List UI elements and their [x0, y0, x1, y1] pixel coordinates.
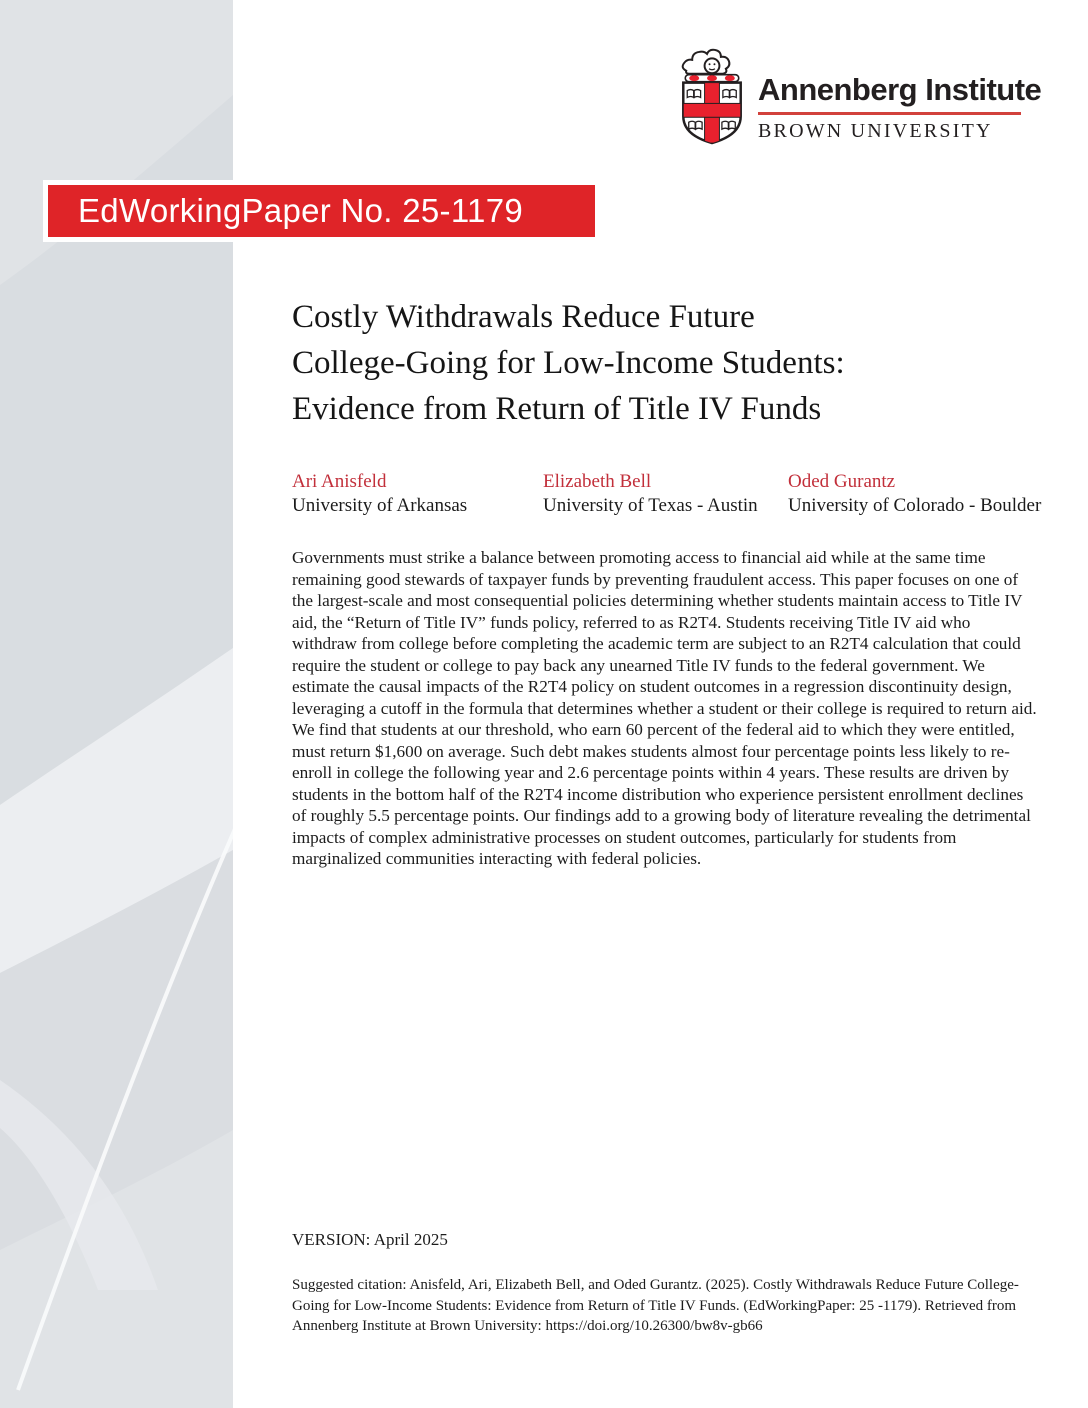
author-block — [292, 470, 467, 518]
author-affiliation: University of Colorado - Boulder — [788, 495, 1042, 516]
citation-prefix: Suggested citation: Anisfeld, Ari, Elizabeth Bell, and Oded Gurantz. (2025). Costly Withdrawals Reduce Future College-Going for Low-Income Students: Evidence from Return of Title IV Funds. (EdWorkingPaper: 25 -1179). Retrieved from Annenberg Institute at Brown University: — [292, 1277, 1019, 1334]
working-paper-banner — [43, 180, 600, 242]
author-name: Ari Anisfeld — [292, 471, 387, 492]
author-affiliation: University of Texas - Austin — [543, 495, 758, 516]
doi-link[interactable]: https://doi.org/10.26300/bw8v-gb66 — [545, 1318, 763, 1334]
citation-text — [292, 1275, 1022, 1337]
annenberg-logo — [676, 44, 1041, 145]
author-name: Oded Gurantz — [788, 471, 896, 492]
brand-rule — [758, 112, 1021, 115]
author-block — [788, 470, 1041, 518]
banner-label: EdWorkingPaper No. 25-1179 — [78, 192, 524, 229]
paper-title — [292, 294, 1012, 432]
abstract-text: Governments must strike a balance between promoting access to financial aid while at the same time remaining good stewards of taxpayer funds by preventing fraudulent access. This paper focuses on one of the largest-scale and most consequential policies determining whether students maintain access to Title IV aid, the “Return of Title IV” funds policy, referred to as R2T4. Students receiving Title IV aid who withdraw from college before completing the academic term are subject to an R2T4 calculation that could require the student or college to pay back any unearned Title IV funds to the federal government. We estimate the causal impacts of the R2T4 policy on student outcomes in a regression discontinuity design, leveraging a cutoff in the formula that determines whether a student or their college is required to return aid. We find that students at our threshold, who earn 60 percent of the federal aid to which they were entitled, must return $1,600 on average. Such debt makes students almost four percentage points less likely to re-enroll in college the following year and 2.6 percentage points within 4 years. These results are driven by students in the bottom half of the R2T4 income distribution who experience persistent enrollment declines of roughly 5.5 percentage points. Our findings add to a growing body of literature revealing the detrimental impacts of complex administrative processes on student outcomes, particularly for students from marginalized communities interacting with federal policies. — [292, 548, 1037, 868]
brown-crest-icon — [676, 44, 748, 145]
logo-text — [758, 44, 1041, 145]
title-line: Evidence from Return of Title IV Funds — [292, 391, 822, 427]
author-block — [543, 470, 758, 518]
author-name: Elizabeth Bell — [543, 471, 652, 492]
title-line: Costly Withdrawals Reduce Future — [292, 299, 755, 335]
institute-name: Annenberg Institute — [758, 72, 1042, 107]
author-affiliation: University of Arkansas — [292, 495, 468, 516]
version-label: VERSION: April 2025 — [292, 1230, 448, 1249]
university-name: BROWN UNIVERSITY — [758, 119, 993, 142]
title-line: College-Going for Low-Income Students: — [292, 345, 845, 381]
